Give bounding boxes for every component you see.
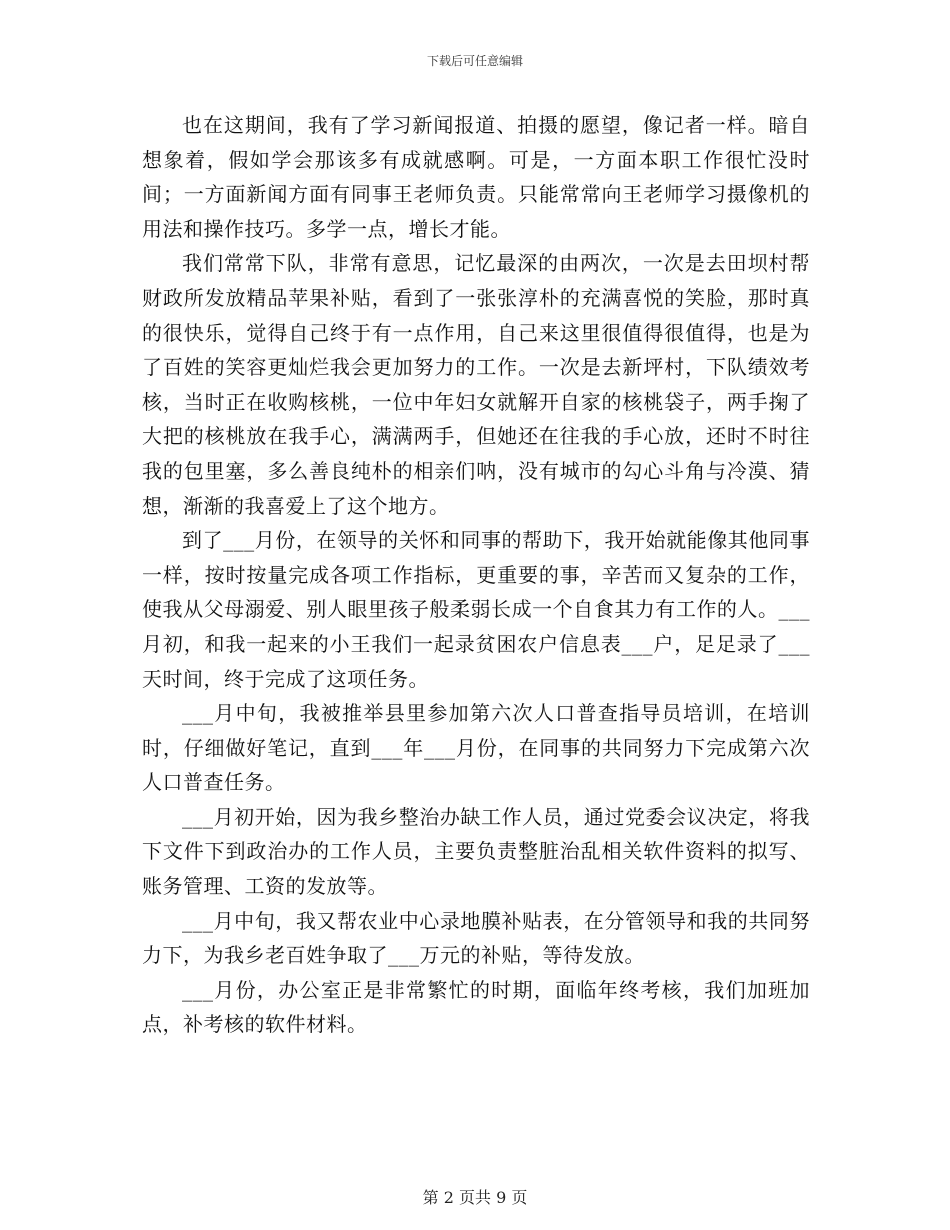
paragraph: 我们常常下队，非常有意思，记忆最深的由两次，一次是去田坝村帮财政所发放精品苹果补贴，看到了一张张淳朴的充满喜悦的笑脸，那时真的很快乐，觉得自己终于有一点作用，自己来这里很值得很值得，也是为了百姓的笑容更灿烂我会更加努力的工作。一次是去新坪村，下队绩效考核，当时正在收购核桃，一位中年妇女就解开自家的核桃袋子，两手掬了大把的核桃放在我手心，满满两手，但她还在往我的手心放，还时不时往我的包里塞，多么善良纯朴的相亲们呐，没有城市的勾心斗角与冷漠、猜想，渐渐的我喜爱上了这个地方。 (142, 251, 810, 518)
paragraph: ___月初开始，因为我乡整治办缺工作人员，通过党委会议决定，将我下文件下到政治办的工作人员，主要负责整脏治乱相关软件资料的拟写、账务管理、工资的发放等。 (142, 804, 810, 899)
paragraph: ___月中旬，我又帮农业中心录地膜补贴表，在分管领导和我的共同努力下，为我乡老百姓争取了___万元的补贴，等待发放。 (142, 908, 810, 968)
paragraph: ___月份，办公室正是非常繁忙的时期，面临年终考核，我们加班加点，补考核的软件材料。 (142, 977, 810, 1037)
page-number: 第 2 页共 9 页 (422, 1188, 528, 1207)
page-header: 下载后可任意编辑 (426, 54, 523, 68)
paragraph: ___月中旬，我被推举县里参加第六次人口普查指导员培训，在培训时，仔细做好笔记，直到___年___月份，在同事的共同努力下完成第六次人口普查任务。 (142, 701, 810, 795)
paragraph: 也在这期间，我有了学习新闻报道、拍摄的愿望，像记者一样。暗自想象着，假如学会那该多有成就感啊。可是，一方面本职工作很忙没时间；一方面新闻方面有同事王老师负责。只能常常向王老师学习摄像机的用法和操作技巧。多学一点，增长才能。 (142, 113, 810, 241)
paragraph: 到了___月份，在领导的关怀和同事的帮助下，我开始就能像其他同事一样，按时按量完成各项工作指标，更重要的事，辛苦而又复杂的工作，使我从父母溺爱、别人眼里孩子般柔弱长成一个自食其力有工作的人。___月初，和我一起来的小王我们一起录贫困农户信息表___户，足足录了___天时间，终于完成了这项任务。 (142, 528, 810, 691)
document-body (142, 108, 810, 1042)
